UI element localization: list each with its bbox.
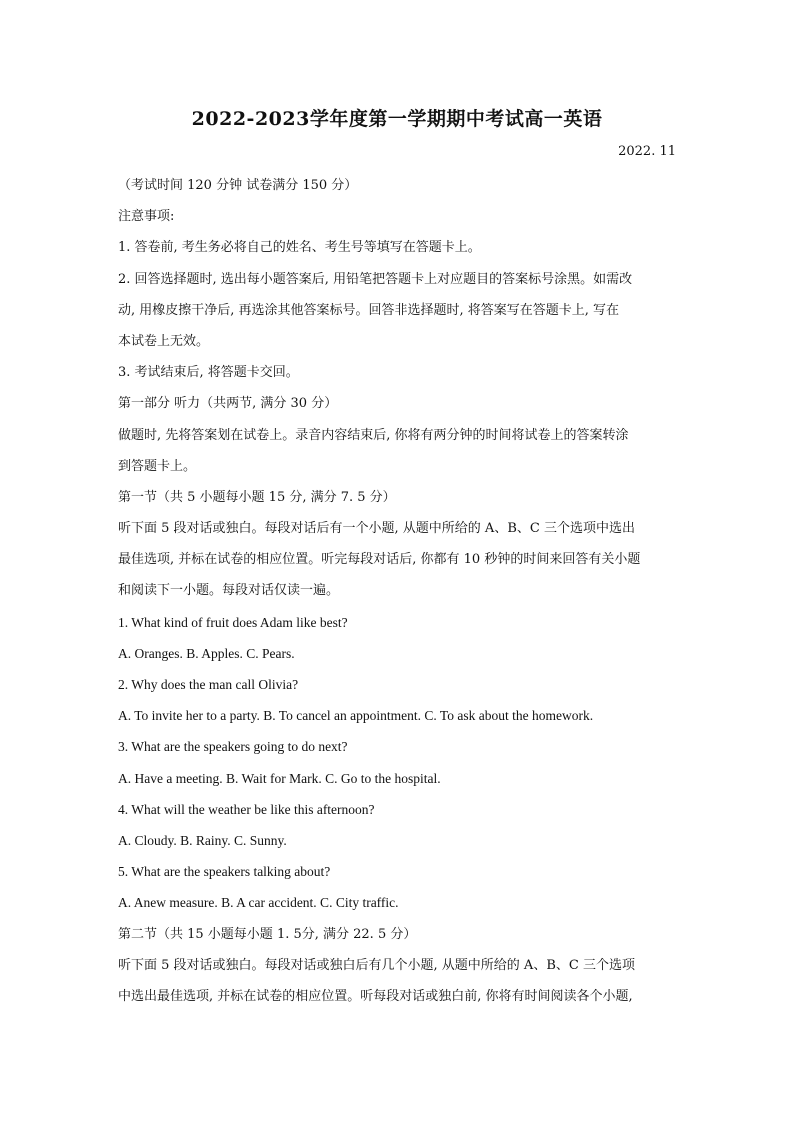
question-3: 3. What are the speakers going to do next? [118,739,348,755]
question-2: 2. Why does the man call Olivia? [118,677,299,692]
section2-heading: 第二节（共 15 小题每小题 1. 5分, 满分 22. 5 分） [118,926,417,942]
question-1-options: A. Oranges. B. Apples. C. Pears. [118,645,295,661]
section2-instruction-line-2: 中选出最佳选项, 并标在试卷的相应位置。听每段对话或独白前, 你将有时间阅读各个小题, [118,988,633,1004]
section1-heading: 第一节（共 5 小题每小题 15 分, 满分 7. 5 分） [118,489,396,505]
question-5: 5. What are the speakers talking about? [118,864,331,880]
question-4: 4. What will the weather be like this afternoon? [118,801,375,817]
document-body [118,170,680,1012]
page-title: 2022-2023学年度第一学期期中考试高一英语 [191,108,603,130]
note-2-line-2: 动, 用橡皮擦干净后, 再选涂其他答案标号。回答非选择题时, 将答案写在答题卡上, 写在 [118,302,620,318]
notes-heading: 注意事项: [118,209,175,225]
note-2-line-3: 本试卷上无效。 [118,333,210,349]
section1-instruction-line-1: 听下面 5 段对话或独白。每段对话后有一个小题, 从题中所给的 A、B、C 三个选项中选出 [118,521,635,537]
exam-info: （考试时间 120 分钟 试卷满分 150 分） [118,178,358,193]
part1-instruction-line-1: 做题时, 先将答案划在试卷上。录音内容结束后, 你将有两分钟的时间将试卷上的答案转涂 [118,427,629,443]
section1-instruction-line-3: 和阅读下一小题。每段对话仅读一遍。 [118,583,340,599]
note-3: 3. 考试结束后, 将答题卡交回。 [118,365,299,381]
section1-instruction-line-2: 最佳选项, 并标在试卷的相应位置。听完每段对话后, 你都有 10 秒钟的时间来回答有关小题 [118,552,641,568]
question-4-options: A. Cloudy. B. Rainy. C. Sunny. [118,832,287,848]
note-2-line-1: 2. 回答选择题时, 选出每小题答案后, 用铅笔把答题卡上对应题目的答案标号涂黑。如需改 [118,271,633,287]
question-3-options: A. Have a meeting. B. Wait for Mark. C. Go to the hospital. [118,770,441,786]
exam-date: 2022. 11 [618,144,676,159]
question-2-options: A. To invite her to a party. B. To cancel an appointment. C. To ask about the homework. [118,708,594,724]
note-1: 1. 答卷前, 考生务必将自己的姓名、考生号等填写在答题卡上。 [118,240,481,256]
section2-instruction-line-1: 听下面 5 段对话或独白。每段对话或独白后有几个小题, 从题中所给的 A、B、C 三个选项 [118,957,635,973]
part1-heading: 第一部分 听力（共两节, 满分 30 分） [118,396,338,412]
question-5-options: A. Anew measure. B. A car accident. C. City traffic. [118,895,399,911]
part1-instruction-line-2: 到答题卡上。 [118,458,197,474]
question-1: 1. What kind of fruit does Adam like best? [118,614,348,630]
